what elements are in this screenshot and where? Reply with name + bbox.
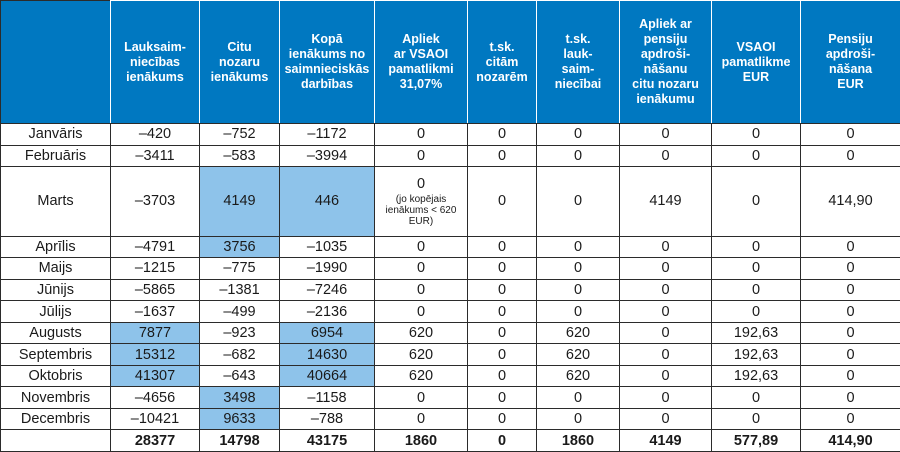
table-row	[1, 322, 900, 344]
value-cell-highlighted: 3498	[200, 387, 280, 409]
value-cell: 192,63	[712, 344, 801, 366]
table-row	[1, 258, 900, 280]
total-cell: 577,89	[712, 430, 801, 452]
table-row	[1, 408, 900, 430]
month-cell: Augusts	[1, 322, 111, 344]
value-cell: 0	[712, 408, 801, 430]
header-row	[1, 1, 900, 124]
value-cell: –1158	[280, 387, 375, 409]
month-cell: Decembris	[1, 408, 111, 430]
value-cell: –4791	[111, 236, 200, 258]
value-cell-highlighted: 9633	[200, 408, 280, 430]
value-cell: –499	[200, 301, 280, 323]
value-cell: 620	[537, 365, 620, 387]
total-cell: 1860	[375, 430, 468, 452]
value-cell: 0	[537, 236, 620, 258]
value-cell-highlighted: 4149	[200, 167, 280, 237]
month-cell: Oktobris	[1, 365, 111, 387]
value-cell: 0	[620, 301, 712, 323]
header-agriculture-income: Lauksaim- niecības ienākums	[111, 1, 200, 124]
table-row	[1, 236, 900, 258]
value-cell-highlighted: 446	[280, 167, 375, 237]
value-cell: 0	[620, 387, 712, 409]
value-cell-highlighted: 14630	[280, 344, 375, 366]
total-cell: 28377	[111, 430, 200, 452]
value-cell: 0	[537, 408, 620, 430]
value-cell: –10421	[111, 408, 200, 430]
value-cell: 0	[801, 258, 900, 280]
header-vsaoi-eur: VSAOI pamatlikme EUR	[712, 1, 801, 124]
value-cell: 0	[801, 145, 900, 167]
table-row	[1, 301, 900, 323]
value-cell-with-note	[375, 167, 468, 237]
value-cell: –4656	[111, 387, 200, 409]
value-cell: 620	[375, 322, 468, 344]
value-cell: 0	[801, 344, 900, 366]
value-cell: 0	[537, 258, 620, 280]
value-cell: 0	[801, 408, 900, 430]
value-cell: 0	[620, 145, 712, 167]
header-vsaoi-base: Apliek ar VSAOI pamatlikmi 31,07%	[375, 1, 468, 124]
month-cell: Marts	[1, 167, 111, 237]
value-cell: 0	[468, 124, 537, 146]
table-row	[1, 387, 900, 409]
value-cell: 620	[537, 322, 620, 344]
value-cell: 0	[620, 408, 712, 430]
table-row	[1, 344, 900, 366]
value-cell: 0	[468, 167, 537, 237]
table-row	[1, 365, 900, 387]
value-cell-highlighted: 40664	[280, 365, 375, 387]
value-cell: 0	[375, 124, 468, 146]
value-cell: –5865	[111, 279, 200, 301]
value-cell: 0	[620, 322, 712, 344]
header-month	[1, 1, 111, 124]
value-cell: 0	[468, 408, 537, 430]
value-cell: 0	[375, 279, 468, 301]
value-cell: –583	[200, 145, 280, 167]
value-cell: 0	[375, 387, 468, 409]
month-cell: Februāris	[1, 145, 111, 167]
value-cell: 0	[375, 258, 468, 280]
value-cell: 0	[375, 236, 468, 258]
header-other-income: Citu nozaru ienākums	[200, 1, 280, 124]
totals-row	[1, 430, 900, 452]
value-cell: 0	[801, 124, 900, 146]
value-cell: –923	[200, 322, 280, 344]
value-text: 0	[416, 175, 426, 192]
value-cell: 0	[468, 322, 537, 344]
value-cell: 0	[468, 301, 537, 323]
table-row	[1, 279, 900, 301]
value-cell: 0	[537, 301, 620, 323]
total-cell: 1860	[537, 430, 620, 452]
total-cell: 414,90	[801, 430, 900, 452]
value-cell: 0	[712, 145, 801, 167]
value-cell: –775	[200, 258, 280, 280]
value-cell: –788	[280, 408, 375, 430]
value-cell: –682	[200, 344, 280, 366]
value-cell: –1381	[200, 279, 280, 301]
value-cell: 0	[801, 279, 900, 301]
month-cell: Maijs	[1, 258, 111, 280]
header-pension-eur: Pensiju apdroši- nāšana EUR	[801, 1, 900, 124]
value-cell: 0	[712, 387, 801, 409]
value-cell: 0	[620, 236, 712, 258]
value-cell: 0	[375, 145, 468, 167]
table-row	[1, 145, 900, 167]
value-cell-highlighted: 7877	[111, 322, 200, 344]
value-cell: 0	[620, 258, 712, 280]
value-cell: 0	[468, 387, 537, 409]
value-cell: 192,63	[712, 365, 801, 387]
total-cell: 0	[468, 430, 537, 452]
value-cell: –1637	[111, 301, 200, 323]
value-cell: 0	[468, 344, 537, 366]
value-cell: 0	[712, 124, 801, 146]
value-cell-highlighted: 41307	[111, 365, 200, 387]
value-cell: 0	[468, 365, 537, 387]
value-cell: 0	[620, 365, 712, 387]
value-cell-highlighted: 6954	[280, 322, 375, 344]
value-cell: 0	[537, 145, 620, 167]
value-cell: 0	[801, 387, 900, 409]
month-cell: Janvāris	[1, 124, 111, 146]
table-row	[1, 124, 900, 146]
value-cell: –3994	[280, 145, 375, 167]
value-cell: 0	[712, 167, 801, 237]
value-cell-highlighted: 3756	[200, 236, 280, 258]
header-pension-base: Apliek ar pensiju apdroši- nāšanu citu nozaru ienākumu	[620, 1, 712, 124]
value-cell: –752	[200, 124, 280, 146]
value-cell: 620	[537, 344, 620, 366]
value-cell: 0	[537, 279, 620, 301]
value-cell: 0	[375, 408, 468, 430]
value-cell: –7246	[280, 279, 375, 301]
value-cell: 0	[468, 258, 537, 280]
total-cell: 14798	[200, 430, 280, 452]
total-cell: 43175	[280, 430, 375, 452]
value-cell: 0	[537, 387, 620, 409]
table-row	[1, 167, 900, 237]
value-cell: –3411	[111, 145, 200, 167]
value-cell: 620	[375, 344, 468, 366]
value-cell: 0	[375, 301, 468, 323]
header-agriculture: t.sk. lauk- saim- niecībai	[537, 1, 620, 124]
value-cell: 0	[712, 279, 801, 301]
value-cell: 0	[468, 145, 537, 167]
value-cell: –643	[200, 365, 280, 387]
value-cell-highlighted: 15312	[111, 344, 200, 366]
month-cell: Septembris	[1, 344, 111, 366]
month-cell: Jūnijs	[1, 279, 111, 301]
month-cell: Jūlijs	[1, 301, 111, 323]
value-cell: –2136	[280, 301, 375, 323]
value-cell: 192,63	[712, 322, 801, 344]
value-cell: 414,90	[801, 167, 900, 237]
value-cell: 4149	[620, 167, 712, 237]
value-cell: –1990	[280, 258, 375, 280]
total-cell: 4149	[620, 430, 712, 452]
value-cell: –1172	[280, 124, 375, 146]
value-cell: 0	[468, 279, 537, 301]
value-cell: 0	[801, 236, 900, 258]
value-cell: 0	[712, 258, 801, 280]
value-cell: 0	[537, 124, 620, 146]
value-cell: 0	[620, 124, 712, 146]
footnote-text: (jo kopējais ienākums < 620 EUR)	[385, 193, 457, 227]
value-cell: –3703	[111, 167, 200, 237]
header-total-income: Kopā ienākums no saimnieciskās darbības	[280, 1, 375, 124]
month-cell: Aprīlis	[1, 236, 111, 258]
value-cell: 0	[537, 167, 620, 237]
month-cell: Novembris	[1, 387, 111, 409]
value-cell: 620	[375, 365, 468, 387]
value-cell: 0	[620, 344, 712, 366]
value-cell: 0	[801, 322, 900, 344]
value-cell: –1215	[111, 258, 200, 280]
value-cell: –420	[111, 124, 200, 146]
header-other-sectors: t.sk. citām nozarēm	[468, 1, 537, 124]
value-cell: 0	[712, 236, 801, 258]
value-cell: 0	[468, 236, 537, 258]
value-cell: 0	[801, 301, 900, 323]
value-cell: 0	[620, 279, 712, 301]
value-cell: 0	[801, 365, 900, 387]
totals-label-cell	[1, 430, 111, 452]
value-cell: 0	[712, 301, 801, 323]
value-cell: –1035	[280, 236, 375, 258]
